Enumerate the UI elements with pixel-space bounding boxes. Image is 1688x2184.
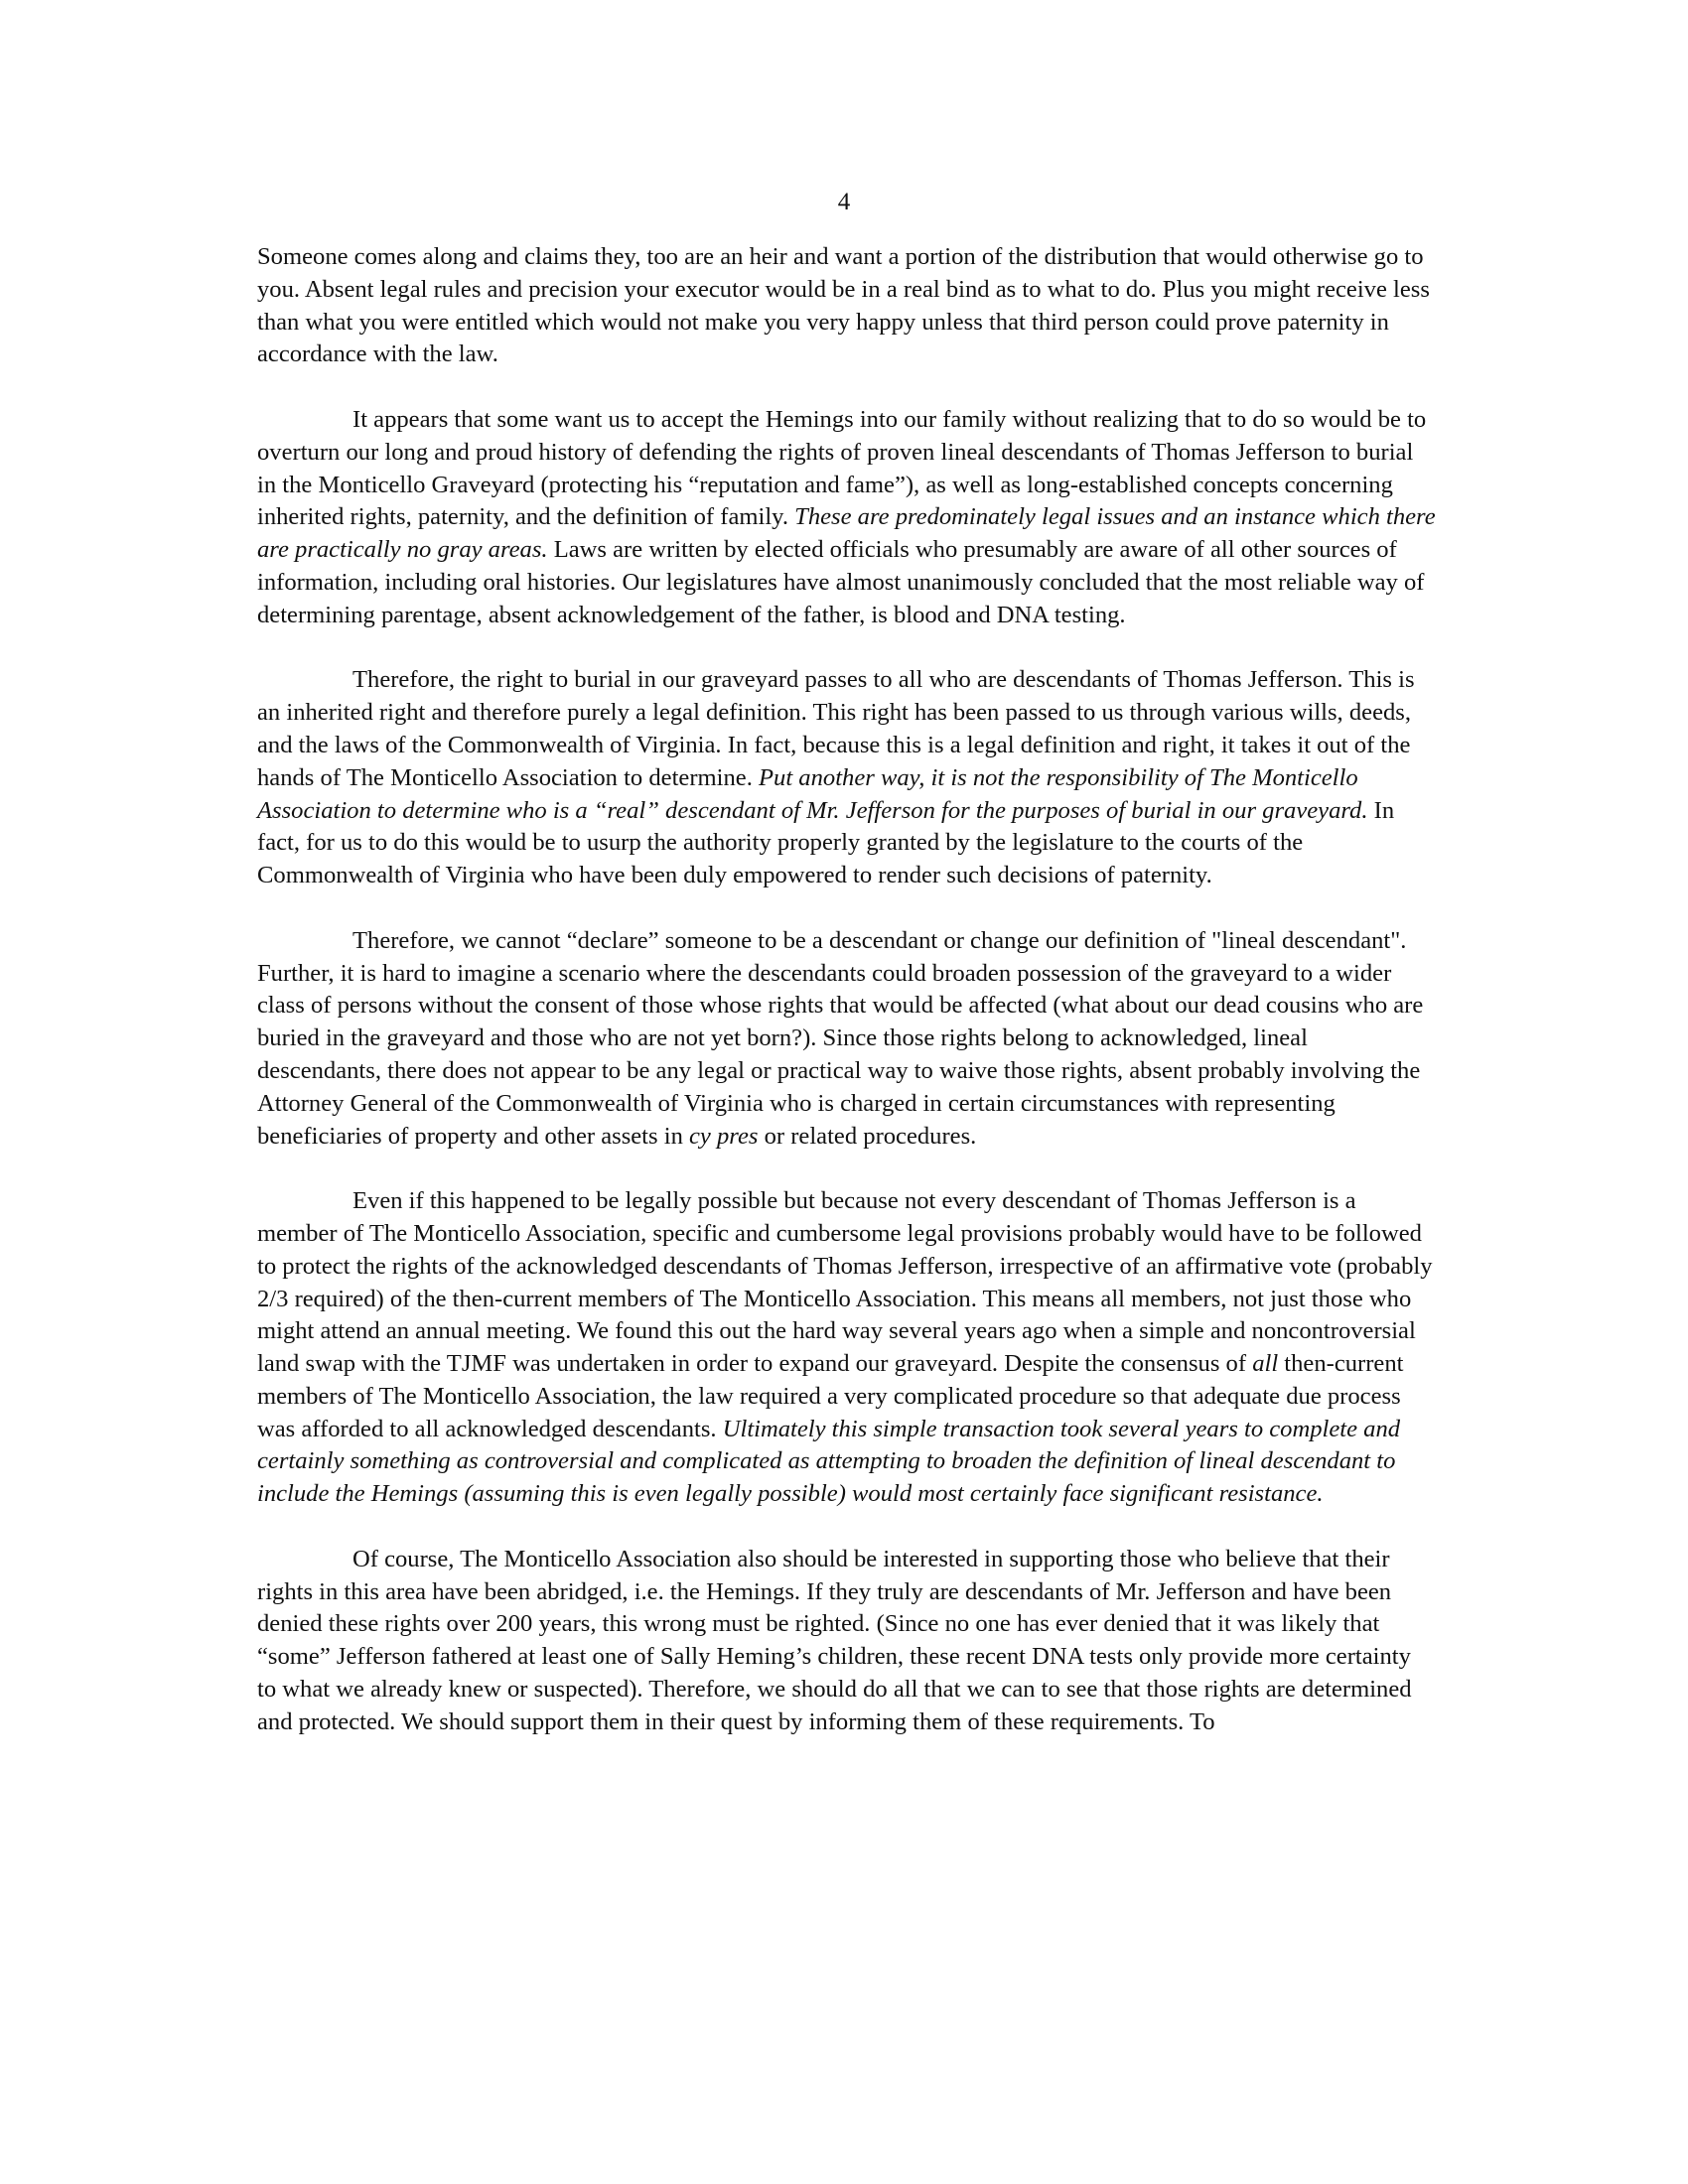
page-number: 4 <box>837 189 851 215</box>
text-segment: It appears that some want us to accept the Hemings into our family without realizing that to do so would be to overturn our long and proud history of defending the rights of proven lineal descendants of Thomas Jefferson to burial in the Monticello Graveyard (protecting his “reputation and fame”), as well as long-established concepts concerning inherited rights, paternity, and the definition of family. <box>257 405 1427 531</box>
text-segment: Even if this happened to be legally possible but because not every descendant of Thomas Jefferson is a member of The Monticello Association, specific and cumbersome legal provisions probably would have to be followed to protect the rights of the acknowledged descendants of Thomas Jefferson, irrespective of an affirmative vote (probably 2/3 required) of the then-current members of The Monticello Association. This means all members, not just those who might attend an annual meeting. We found this out the hard way several years ago when a simple and noncontroversial land swap with the TJMF was undertaken in order to expand our graveyard. Despite the consensus of <box>257 1187 1433 1378</box>
text-segment: Of course, The Monticello Association also should be interested in supporting those who believe that their rights in this area have been abridged, i.e. the Hemings. If they truly are descendants of Mr. Jefferson and have been denied these rights over 200 years, this wrong must be righted. (Since no one has ever denied that it was likely that “some” Jefferson fathered at least one of Sally Heming’s children, these recent DNA tests only provide more certainty to what we already knew or suspected). Therefore, we should do all that we can to see that those rights are determined and protected. We should support them in their quest by informing them of these requirements. To <box>257 1545 1412 1735</box>
text-segment: In fact, for us to do this would be to usurp the authority properly granted by the legislature to the courts of the Commonwealth of Virginia who have been duly empowered to render such decisions of paternity. <box>257 796 1395 889</box>
text-segment: Therefore, the right to burial in our graveyard passes to all who are descendants of Thomas Jefferson. This is an inherited right and therefore purely a legal definition. This right has been passed to us through various wills, deeds, and the laws of the Commonwealth of Virginia. In fact, because this is a legal definition and right, it takes it out of the hands of The Monticello Association to determine. <box>257 666 1415 791</box>
text-segment: Someone comes along and claims they, too are an heir and want a portion of the distribution that would otherwise go to you. Absent legal rules and precision your executor would be in a real bind as to what to do. Plus you might receive less than what you were entitled which would not make you very happy unless that third person could prove paternity in accordance with the law. <box>257 243 1430 368</box>
paragraph-5 <box>257 1185 1436 1511</box>
text-segment: then-current members of The Monticello Association, the law required a very complicated procedure so that adequate due process was afforded to all acknowledged descendants. <box>257 1350 1404 1442</box>
text-segment: or related procedures. <box>758 1122 977 1150</box>
italic-text-segment: Ultimately this simple transaction took several years to complete and certainly something as controversial and complicated as attempting to broaden the definition of lineal descendant to include the Hemings (assuming this is even legally possible) would most certainly face significant resistance. <box>257 1415 1401 1508</box>
paragraph-2 <box>257 404 1436 632</box>
text-segment: Laws are written by elected officials who presumably are aware of all other sources of information, including oral histories. Our legislatures have almost unanimously concluded that the most reliable way of determining parentage, absent acknowledgement of the father, is blood and DNA testing. <box>257 536 1425 628</box>
italic-text-segment: all <box>1252 1350 1279 1378</box>
body-text <box>257 241 1436 1739</box>
paragraph-4 <box>257 925 1436 1154</box>
text-segment: Therefore, we cannot “declare” someone to be a descendant or change our definition of "lineal descendant". Further, it is hard to imagine a scenario where the descendants could broaden possession of the graveyard to a wider class of persons without the consent of those whose rights that would be affected (what about our dead cousins who are buried in the graveyard and those who are not yet born?). Since those rights belong to acknowledged, lineal descendants, there does not appear to be any legal or practical way to waive those rights, absent probably involving the Attorney General of the Commonwealth of Virginia who is charged in certain circumstances with representing beneficiaries of property and other assets in <box>257 926 1424 1150</box>
paragraph-6 <box>257 1544 1436 1739</box>
paragraph-3 <box>257 664 1436 892</box>
italic-text-segment: These are predominately legal issues and an instance which there are practically no gray areas. <box>257 503 1436 564</box>
italic-text-segment: cy pres <box>689 1122 759 1150</box>
paragraph-1 <box>257 241 1436 371</box>
italic-text-segment: Put another way, it is not the responsibility of The Monticello Association to determine who is a “real” descendant of Mr. Jefferson for the purposes of burial in our graveyard. <box>257 763 1368 824</box>
